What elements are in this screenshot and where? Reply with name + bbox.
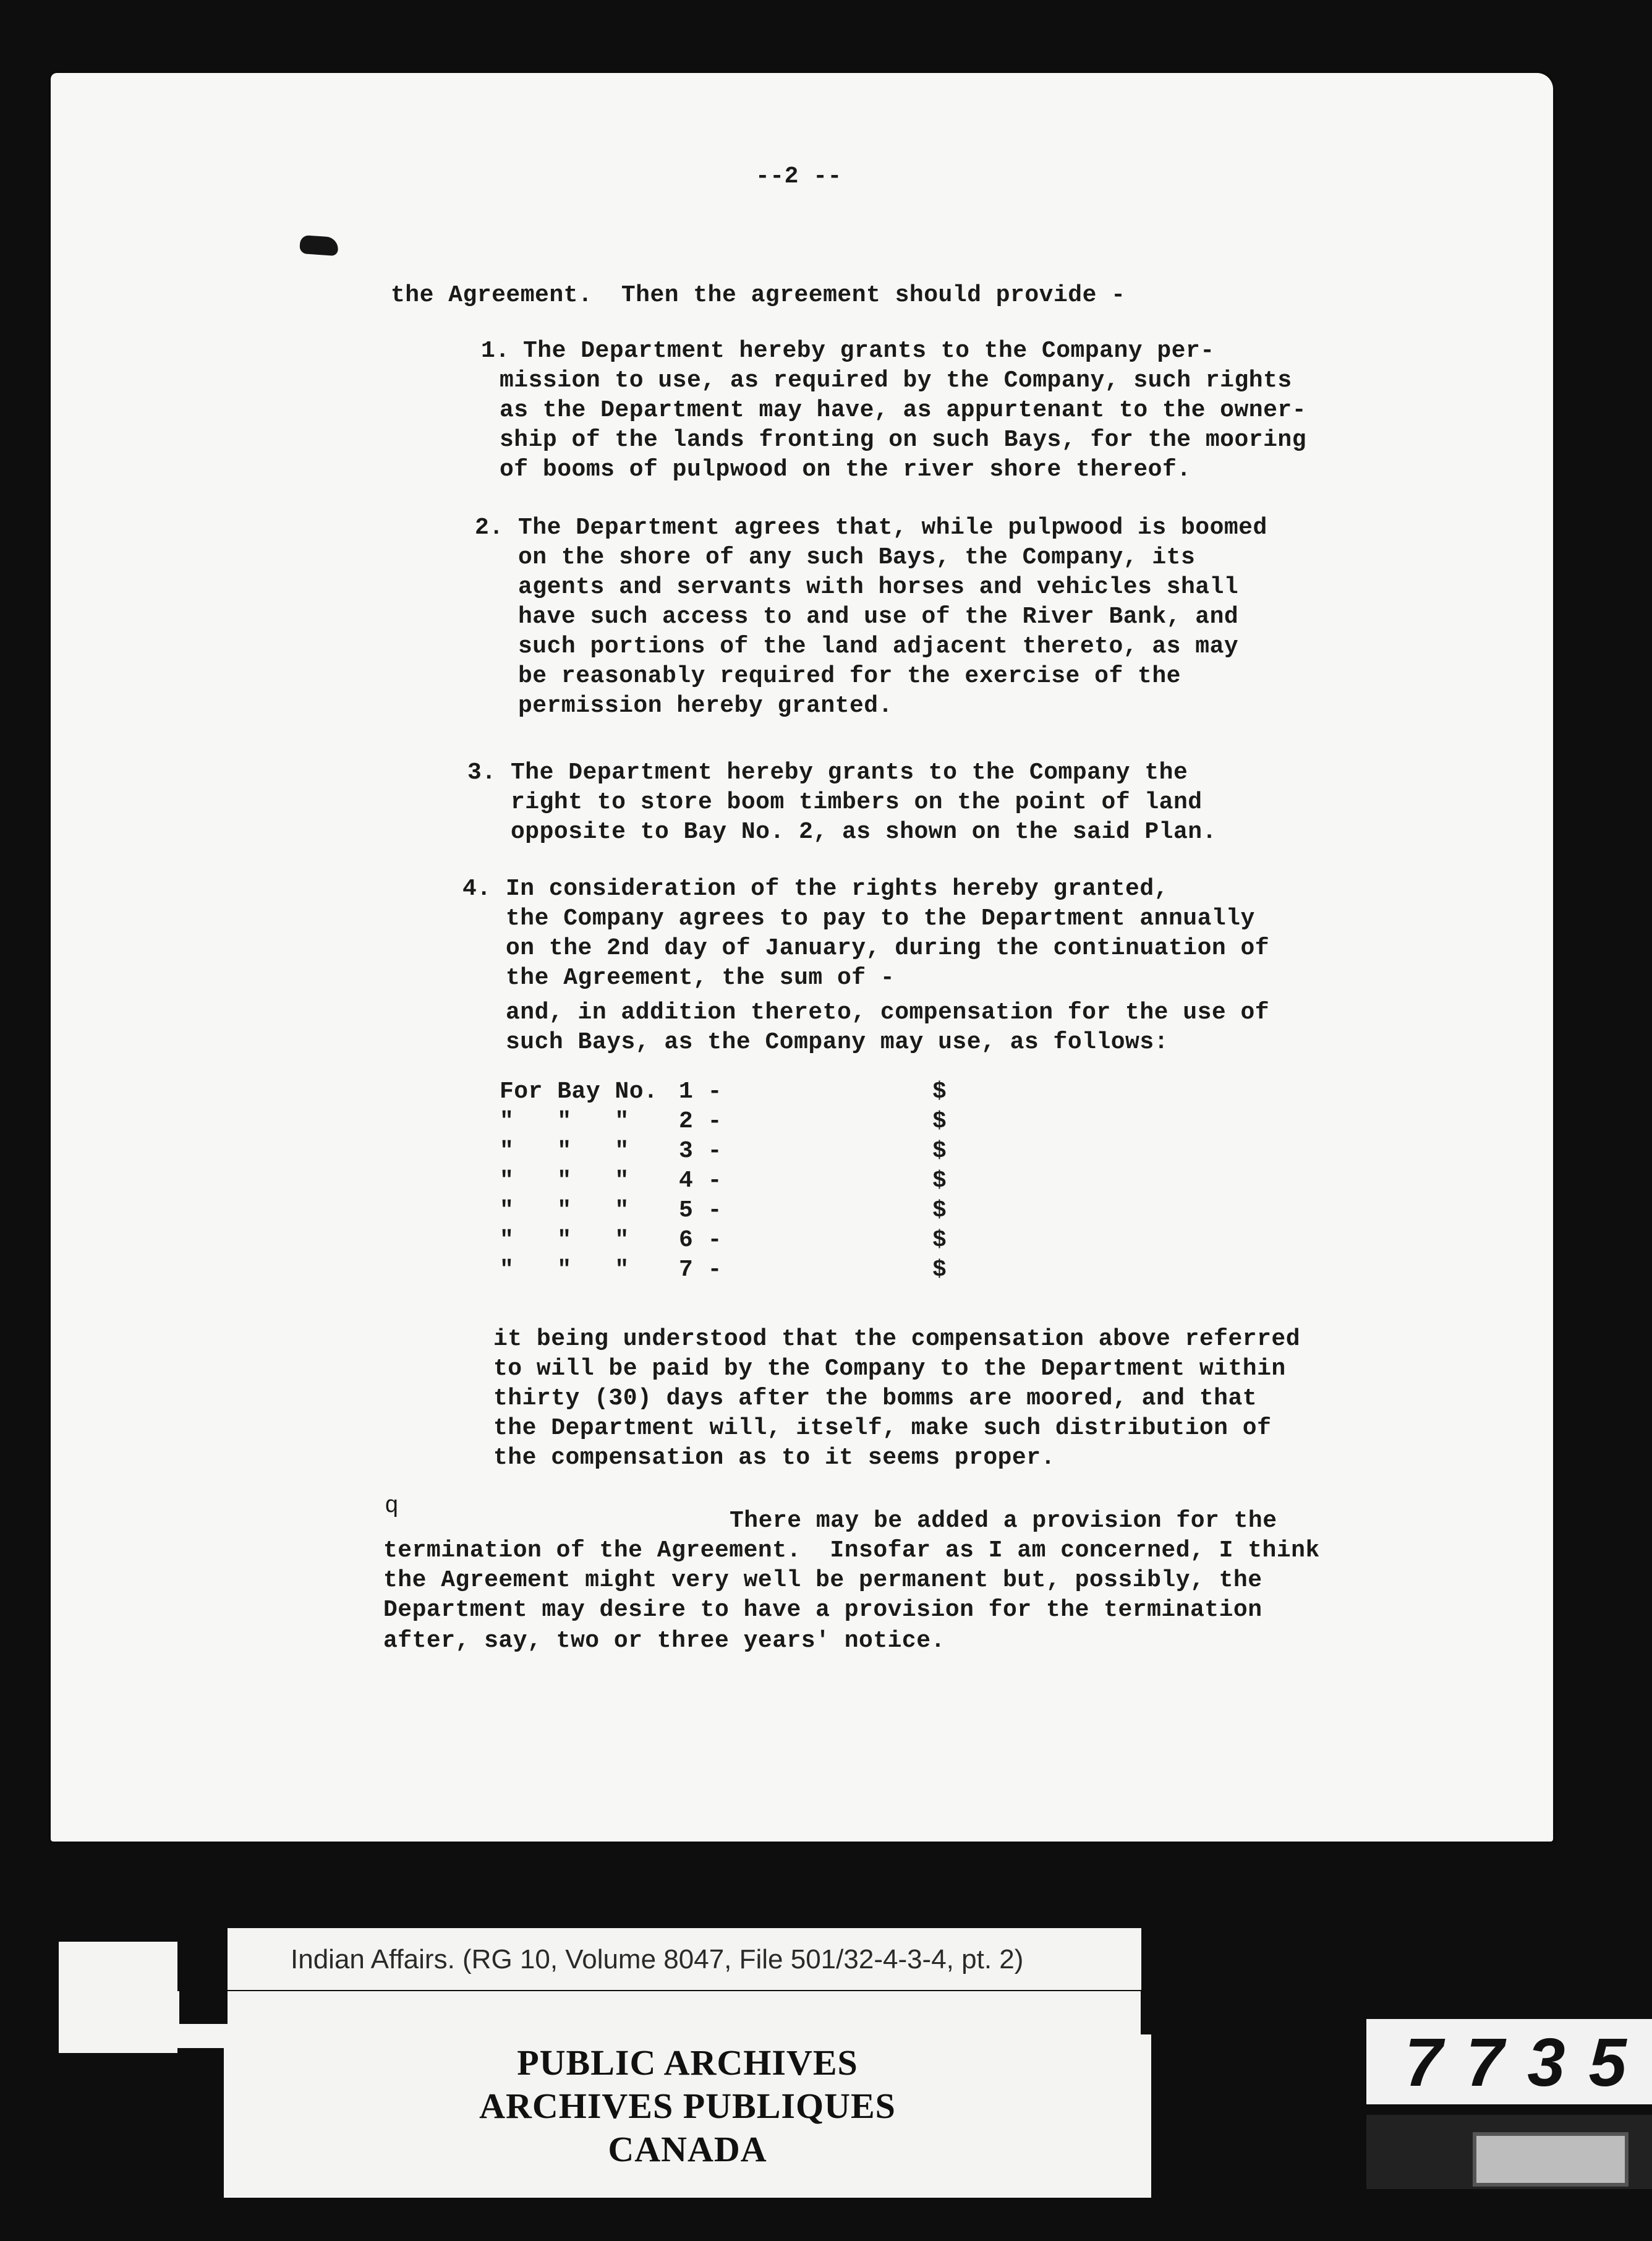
understanding-line: the Department will, itself, make such distribution of [493, 1415, 1272, 1441]
bay-amount: $ [932, 1138, 947, 1164]
bay-row [500, 1077, 1056, 1106]
item-3-line: opposite to Bay No. 2, as shown on the said Plan. [511, 819, 1217, 845]
closing-line: after, say, two or three years' notice. [383, 1628, 945, 1654]
item-1-line: ship of the lands fronting on such Bays, for the mooring [500, 427, 1307, 453]
bay-row [500, 1196, 1056, 1224]
bay-number: 4 - [679, 1167, 722, 1194]
item-4-line: the Agreement, the sum of - [506, 965, 895, 991]
item-4-number: 4. [462, 876, 492, 902]
bay-label: For Bay No. [500, 1078, 658, 1105]
bay-label: " " " [500, 1138, 629, 1164]
item-1-number: 1. [481, 338, 510, 364]
bay-amount: $ [932, 1167, 947, 1194]
bay-amount: $ [932, 1257, 947, 1283]
bay-amount: $ [932, 1227, 947, 1253]
bay-row [500, 1226, 1056, 1254]
closing-line: There may be added a provision for the [730, 1508, 1277, 1534]
item-2-line: permission hereby granted. [518, 693, 893, 719]
closing-line: Department may desire to have a provision for the termination [383, 1597, 1262, 1623]
item-2-line: have such access to and use of the River Bank, and [518, 604, 1239, 630]
item-4-line: on the 2nd day of January, during the continuation of [506, 935, 1270, 962]
understanding-line: thirty (30) days after the bomms are moored, and that [493, 1385, 1258, 1412]
bay-row [500, 1166, 1056, 1195]
item-3-line: The Department hereby grants to the Company the [511, 759, 1188, 786]
bay-number: 7 - [679, 1257, 722, 1283]
closing-marker: q [385, 1493, 399, 1519]
bay-number: 5 - [679, 1197, 722, 1224]
bay-amount: $ [932, 1078, 947, 1105]
item-1-line: The Department hereby grants to the Company per- [523, 338, 1215, 364]
closing-line: termination of the Agreement. Insofar as I am concerned, I think [383, 1537, 1320, 1564]
understanding-line: the compensation as to it seems proper. [493, 1445, 1055, 1471]
bay-row [500, 1107, 1056, 1135]
bay-label: " " " [500, 1108, 629, 1135]
bay-label: " " " [500, 1167, 629, 1194]
item-4-line: In consideration of the rights hereby granted, [506, 876, 1169, 902]
item-2-line: agents and servants with horses and vehicles shall [518, 574, 1239, 600]
item-3-line: right to store boom timbers on the point of land [511, 789, 1203, 816]
archive-stamp [224, 2034, 1151, 2198]
item-2-line: such portions of the land adjacent thereto, as may [518, 633, 1239, 660]
bay-row [500, 1137, 1056, 1165]
bay-row [500, 1255, 1056, 1284]
item-1-line: mission to use, as required by the Company, such rights [500, 367, 1292, 394]
stamp-line: ARCHIVES PUBLIQUES [479, 2086, 896, 2126]
item-4-line: such Bays, as the Company may use, as follows: [506, 1029, 1169, 1056]
item-2-line: be reasonably required for the exercise of the [518, 663, 1181, 689]
frame-number: 7735 [1405, 2025, 1650, 2101]
bay-number: 1 - [679, 1078, 722, 1105]
item-1-line: as the Department may have, as appurtenant to the owner- [500, 397, 1307, 424]
label-strip-tab [179, 1928, 228, 2024]
item-2-line: on the shore of any such Bays, the Company, its [518, 544, 1196, 571]
understanding-line: it being understood that the compensation above referred [493, 1326, 1301, 1352]
bay-number: 2 - [679, 1108, 722, 1135]
item-4-line: the Company agrees to pay to the Department annually [506, 905, 1255, 932]
bay-number: 3 - [679, 1138, 722, 1164]
intro-line: the Agreement. Then the agreement should provide - [391, 282, 1126, 309]
stamp-line: PUBLIC ARCHIVES [517, 2043, 858, 2083]
bay-number: 6 - [679, 1227, 722, 1253]
item-2-number: 2. [475, 514, 504, 541]
item-4-line: and, in addition thereto, compensation for the use of [506, 999, 1270, 1026]
page-number: --2 -- [756, 163, 842, 190]
archive-reference: Indian Affairs. (RG 10, Volume 8047, File 501/32-4-3-4, pt. 2) [291, 1944, 1024, 1974]
item-2-line: The Department agrees that, while pulpwood is boomed [518, 514, 1267, 541]
bay-label: " " " [500, 1257, 629, 1283]
counter-block [1473, 2132, 1629, 2187]
item-3-number: 3. [467, 759, 496, 786]
bay-label: " " " [500, 1227, 629, 1253]
bay-amount: $ [932, 1197, 947, 1224]
stamp-line: CANADA [608, 2129, 767, 2169]
bay-amount: $ [932, 1108, 947, 1135]
understanding-line: to will be paid by the Company to the Department within [493, 1355, 1286, 1382]
closing-line: the Agreement might very well be permanent but, possibly, the [383, 1567, 1262, 1594]
bay-label: " " " [500, 1197, 629, 1224]
item-1-line: of booms of pulpwood on the river shore thereof. [500, 456, 1191, 483]
